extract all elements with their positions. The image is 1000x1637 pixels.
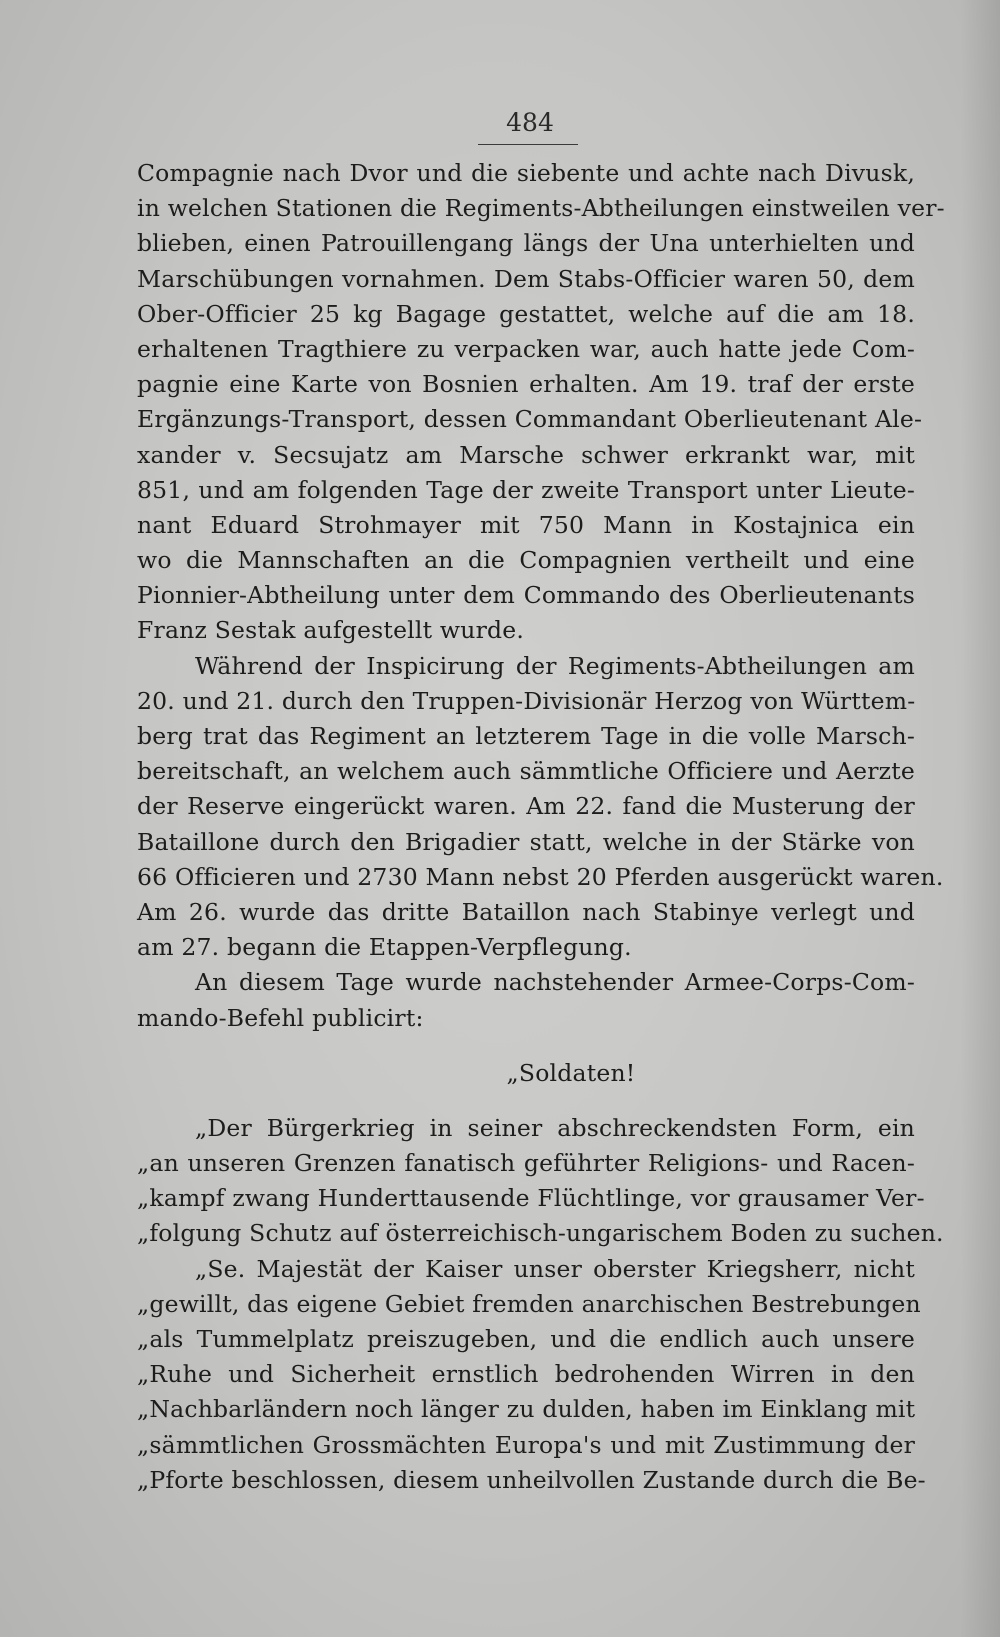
text-line: „Pforte beschlossen, diesem unheilvollen Zustande durch die Be- xyxy=(137,1465,926,1494)
text-line: Marschübungen vornahmen. Dem Stabs-Officier waren 50, dem xyxy=(137,264,915,293)
text-line: 66 Officieren und 2730 Mann nebst 20 Pferden ausgerückt waren. xyxy=(137,862,944,891)
text-line: „an unseren Grenzen fanatisch geführter Religions- und Racen- xyxy=(137,1149,915,1178)
text-line: „Der Bürgerkrieg in seiner abschreckendsten Form, ein xyxy=(195,1113,915,1142)
text-line: Bataillone durch den Brigadier statt, welche in der Stärke von xyxy=(137,827,915,856)
text-line: Ober-Officier 25 kg Bagage gestattet, welche auf die am 18. xyxy=(137,299,915,328)
text-line: berg trat das Regiment an letzterem Tage in die volle Marsch- xyxy=(137,722,915,750)
page-number: 484 xyxy=(506,108,554,137)
text-line: „folgung Schutz auf österreichisch-ungarischem Boden zu suchen. xyxy=(137,1219,944,1248)
text-line: nant Eduard Strohmayer mit 750 Mann in Kostajnica ein xyxy=(137,510,915,539)
body-text xyxy=(137,156,945,1498)
text-line: An diesem Tage wurde nachstehender Armee-Corps-Com- xyxy=(195,968,915,997)
text-line: „Nachbarländern noch länger zu dulden, haben im Einklang mit xyxy=(137,1395,916,1424)
text-line: mando-Befehl publicirt: xyxy=(137,1003,424,1032)
paragraph-gap xyxy=(137,1036,915,1056)
text-line: der Reserve eingerückt waren. Am 22. fand die Musterung der xyxy=(137,792,915,821)
text-line: Am 26. wurde das dritte Bataillon nach Stabinye verlegt und xyxy=(137,897,915,926)
text-line: Ergänzungs-Transport, dessen Commandant Oberlieutenant Ale- xyxy=(137,405,923,434)
text-line: Franz Sestak aufgestellt wurde. xyxy=(137,616,525,645)
text-line: 20. und 21. durch den Truppen-Divisionär Herzog von Württem- xyxy=(137,686,916,715)
text-line: 851, und am folgenden Tage der zweite Transport unter Lieute- xyxy=(137,475,915,504)
text-line: in welchen Stationen die Regiments-Abtheilungen einstweilen ver- xyxy=(137,194,945,223)
page-edge-shadow xyxy=(960,0,1000,1637)
text-line: Pionnier-Abtheilung unter dem Commando des Oberlieutenants xyxy=(137,581,915,610)
text-line: am 27. begann die Etappen-Verpflegung. xyxy=(137,933,632,962)
paragraph-gap xyxy=(137,1091,915,1111)
text-line: „als Tummelplatz preiszugeben, und die endlich auch unsere xyxy=(137,1325,915,1353)
text-line: pagnie eine Karte von Bosnien erhalten. Am 19. traf der erste xyxy=(137,370,915,399)
text-line: „Ruhe und Sicherheit ernstlich bedrohenden Wirren in den xyxy=(137,1360,915,1389)
text-line: „sämmtlichen Grossmächten Europa's und mit Zustimmung der xyxy=(137,1430,915,1459)
text-line: Compagnie nach Dvor und die siebente und achte nach Divusk, xyxy=(137,159,915,187)
proclamation-heading: „Soldaten! xyxy=(506,1058,636,1087)
text-line: Während der Inspicirung der Regiments-Abtheilungen am xyxy=(195,651,915,680)
text-line: bereitschaft, an welchem auch sämmtliche Officiere und Aerzte xyxy=(137,757,915,786)
text-line: wo die Mannschaften an die Compagnien vertheilt und eine xyxy=(137,546,915,575)
text-line: blieben, einen Patrouillengang längs der Una unterhielten und xyxy=(137,229,915,258)
page-number-rule xyxy=(478,144,578,145)
text-line: „gewillt, das eigene Gebiet fremden anarchischen Bestrebungen xyxy=(137,1289,921,1318)
text-line: xander v. Secsujatz am Marsche schwer erkrankt war, mit xyxy=(137,440,915,469)
text-line: erhaltenen Tragthiere zu verpacken war, auch hatte jede Com- xyxy=(137,334,915,363)
text-line: „kampf zwang Hunderttausende Flüchtlinge, vor grausamer Ver- xyxy=(137,1184,925,1213)
text-line: „Se. Majestät der Kaiser unser oberster Kriegsherr, nicht xyxy=(195,1254,915,1283)
